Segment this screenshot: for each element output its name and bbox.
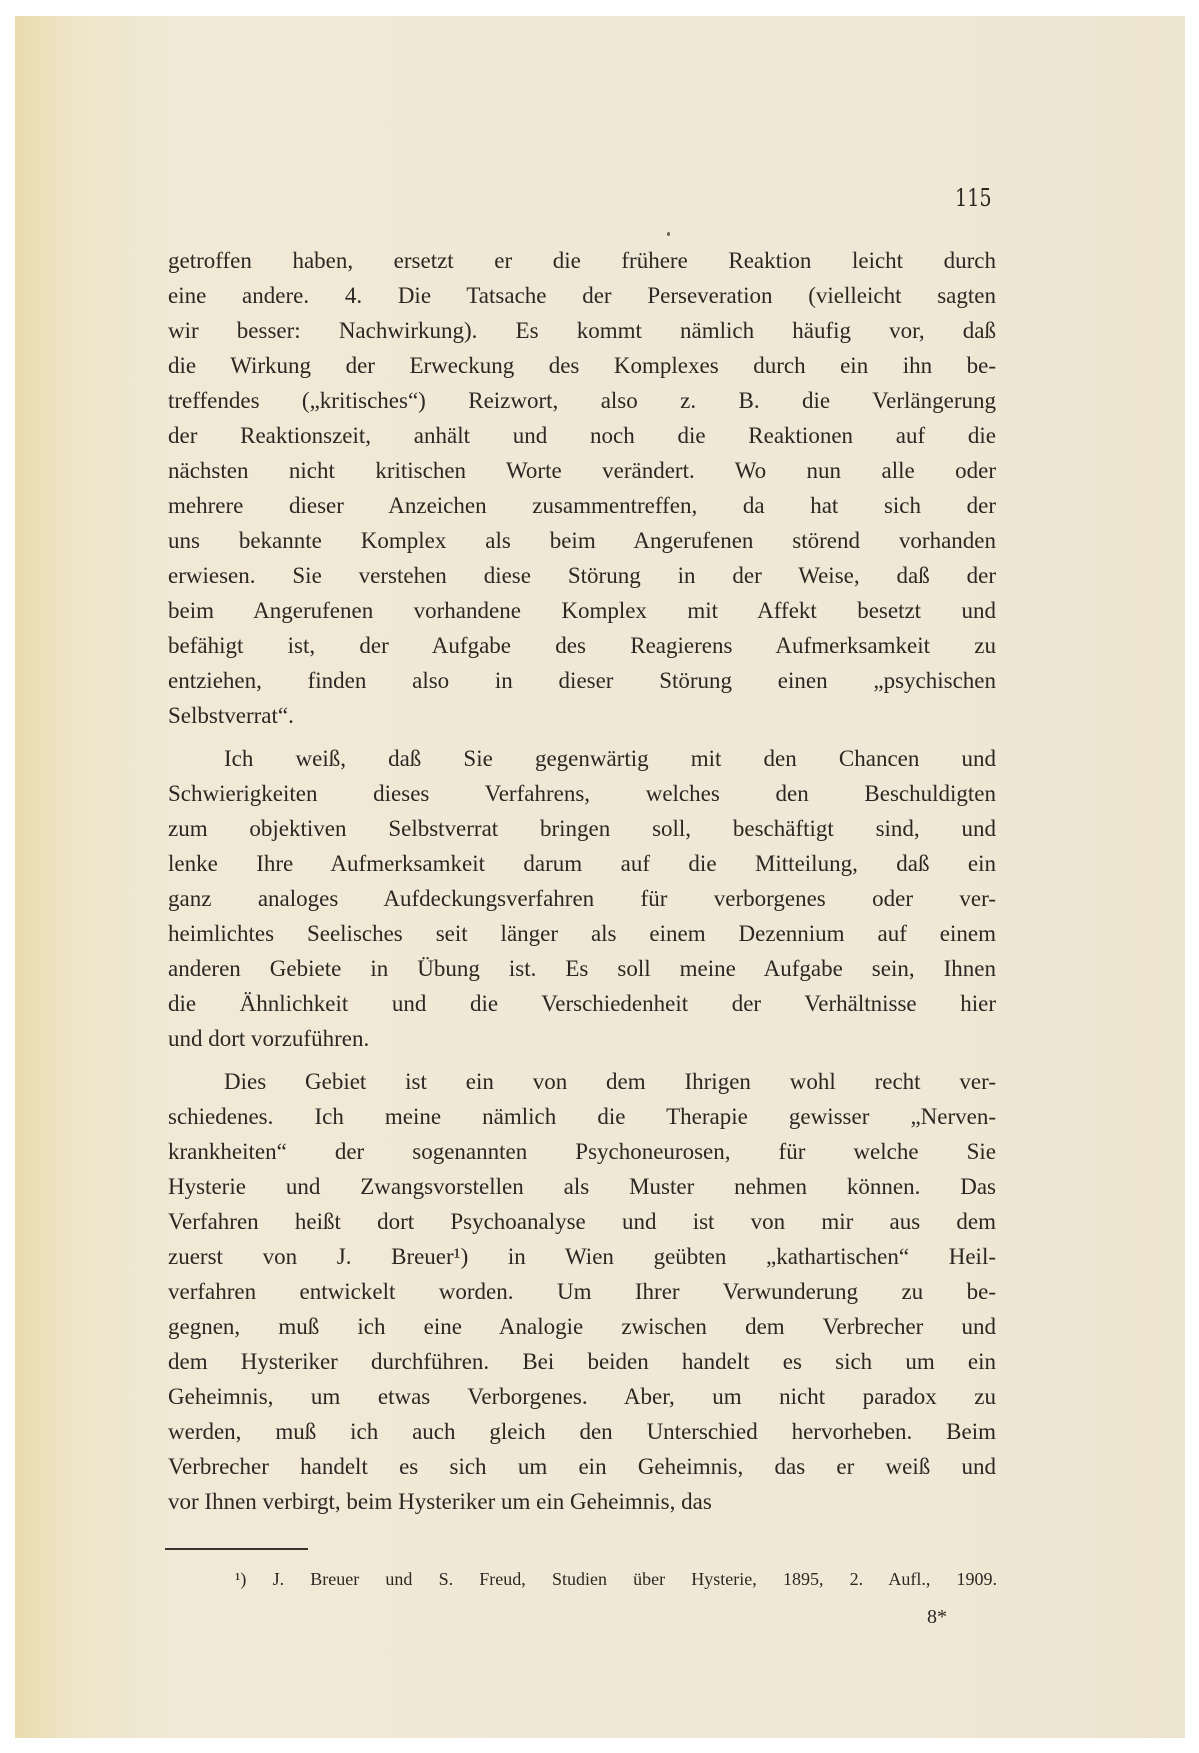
text-line: anderen Gebiete in Übung ist. Es soll meine Aufgabe sein, Ihnen: [168, 956, 996, 981]
text-line: zuerst von J. Breuer¹) in Wien geübten „kathartischen“ Heil-: [168, 1244, 996, 1269]
paragraph: [168, 741, 996, 1056]
body-text: [168, 243, 996, 1527]
footnote: ¹) J. Breuer und S. Freud, Studien über Hysterie, 1895, 2. Aufl., 1909.: [235, 1569, 997, 1589]
footnote-rule: [165, 1548, 308, 1550]
text-line: Schwierigkeiten dieses Verfahrens, welches den Beschuldigten: [168, 781, 996, 806]
text-line: verfahren entwickelt worden. Um Ihrer Verwunderung zu be-: [168, 1279, 996, 1304]
text-line: vor Ihnen verbirgt, beim Hysteriker um ein Geheimnis, das: [168, 1489, 712, 1514]
text-line: nächsten nicht kritischen Worte verändert. Wo nun alle oder: [168, 458, 996, 483]
text-line: dem Hysteriker durchführen. Bei beiden handelt es sich um ein: [168, 1349, 996, 1374]
text-line: erwiesen. Sie verstehen diese Störung in der Weise, daß der: [168, 563, 996, 588]
text-line: Dies Gebiet ist ein von dem Ihrigen wohl recht ver-: [224, 1069, 996, 1094]
text-line: eine andere. 4. Die Tatsache der Perseveration (vielleicht sagten: [168, 283, 996, 308]
text-line: und dort vorzuführen.: [168, 1026, 370, 1051]
text-line: mehrere dieser Anzeichen zusammentreffen, da hat sich der: [168, 493, 996, 518]
page-number: 115: [955, 184, 992, 212]
text-line: krankheiten“ der sogenannten Psychoneurosen, für welche Sie: [168, 1139, 996, 1164]
text-line: der Reaktionszeit, anhält und noch die Reaktionen auf die: [168, 423, 996, 448]
text-line: getroffen haben, ersetzt er die frühere Reaktion leicht durch: [168, 248, 996, 273]
text-line: gegnen, muß ich eine Analogie zwischen dem Verbrecher und: [168, 1314, 996, 1339]
paragraph: [168, 1064, 996, 1519]
book-page: [15, 16, 1185, 1738]
text-line: die Wirkung der Erweckung des Komplexes durch ein ihn be-: [168, 353, 996, 378]
text-line: Ich weiß, daß Sie gegenwärtig mit den Chancen und: [224, 746, 996, 771]
text-line: ganz analoges Aufdeckungsverfahren für verborgenes oder ver-: [168, 886, 996, 911]
text-line: uns bekannte Komplex als beim Angerufenen störend vorhanden: [168, 528, 996, 553]
text-line: Hysterie und Zwangsvorstellen als Muster nehmen können. Das: [168, 1174, 996, 1199]
text-line: heimlichtes Seelisches seit länger als einem Dezennium auf einem: [168, 921, 996, 946]
text-line: lenke Ihre Aufmerksamkeit darum auf die Mitteilung, daß ein: [168, 851, 996, 876]
text-line: schiedenes. Ich meine nämlich die Therapie gewisser „Nerven-: [168, 1104, 996, 1129]
text-line: die Ähnlichkeit und die Verschiedenheit der Verhältnisse hier: [168, 991, 996, 1016]
text-line: Verfahren heißt dort Psychoanalyse und ist von mir aus dem: [168, 1209, 996, 1234]
text-line: werden, muß ich auch gleich den Unterschied hervorheben. Beim: [168, 1419, 996, 1444]
paragraph: [168, 243, 996, 733]
text-line: entziehen, finden also in dieser Störung einen „psychischen: [168, 668, 996, 693]
text-line: treffendes („kritisches“) Reizwort, also z. B. die Verlängerung: [168, 388, 996, 413]
text-line: Geheimnis, um etwas Verborgenes. Aber, um nicht paradox zu: [168, 1384, 996, 1409]
text-line: Selbstverrat“.: [168, 703, 294, 728]
text-line: wir besser: Nachwirkung). Es kommt nämlich häufig vor, daß: [168, 318, 996, 343]
signature-mark: 8*: [927, 1606, 947, 1628]
text-line: zum objektiven Selbstverrat bringen soll, beschäftigt sind, und: [168, 816, 996, 841]
text-line: beim Angerufenen vorhandene Komplex mit Affekt besetzt und: [168, 598, 996, 623]
text-line: befähigt ist, der Aufgabe des Reagierens Aufmerksamkeit zu: [168, 633, 996, 658]
text-line: Verbrecher handelt es sich um ein Geheimnis, das er weiß und: [168, 1454, 996, 1479]
ink-speck: [667, 232, 670, 236]
